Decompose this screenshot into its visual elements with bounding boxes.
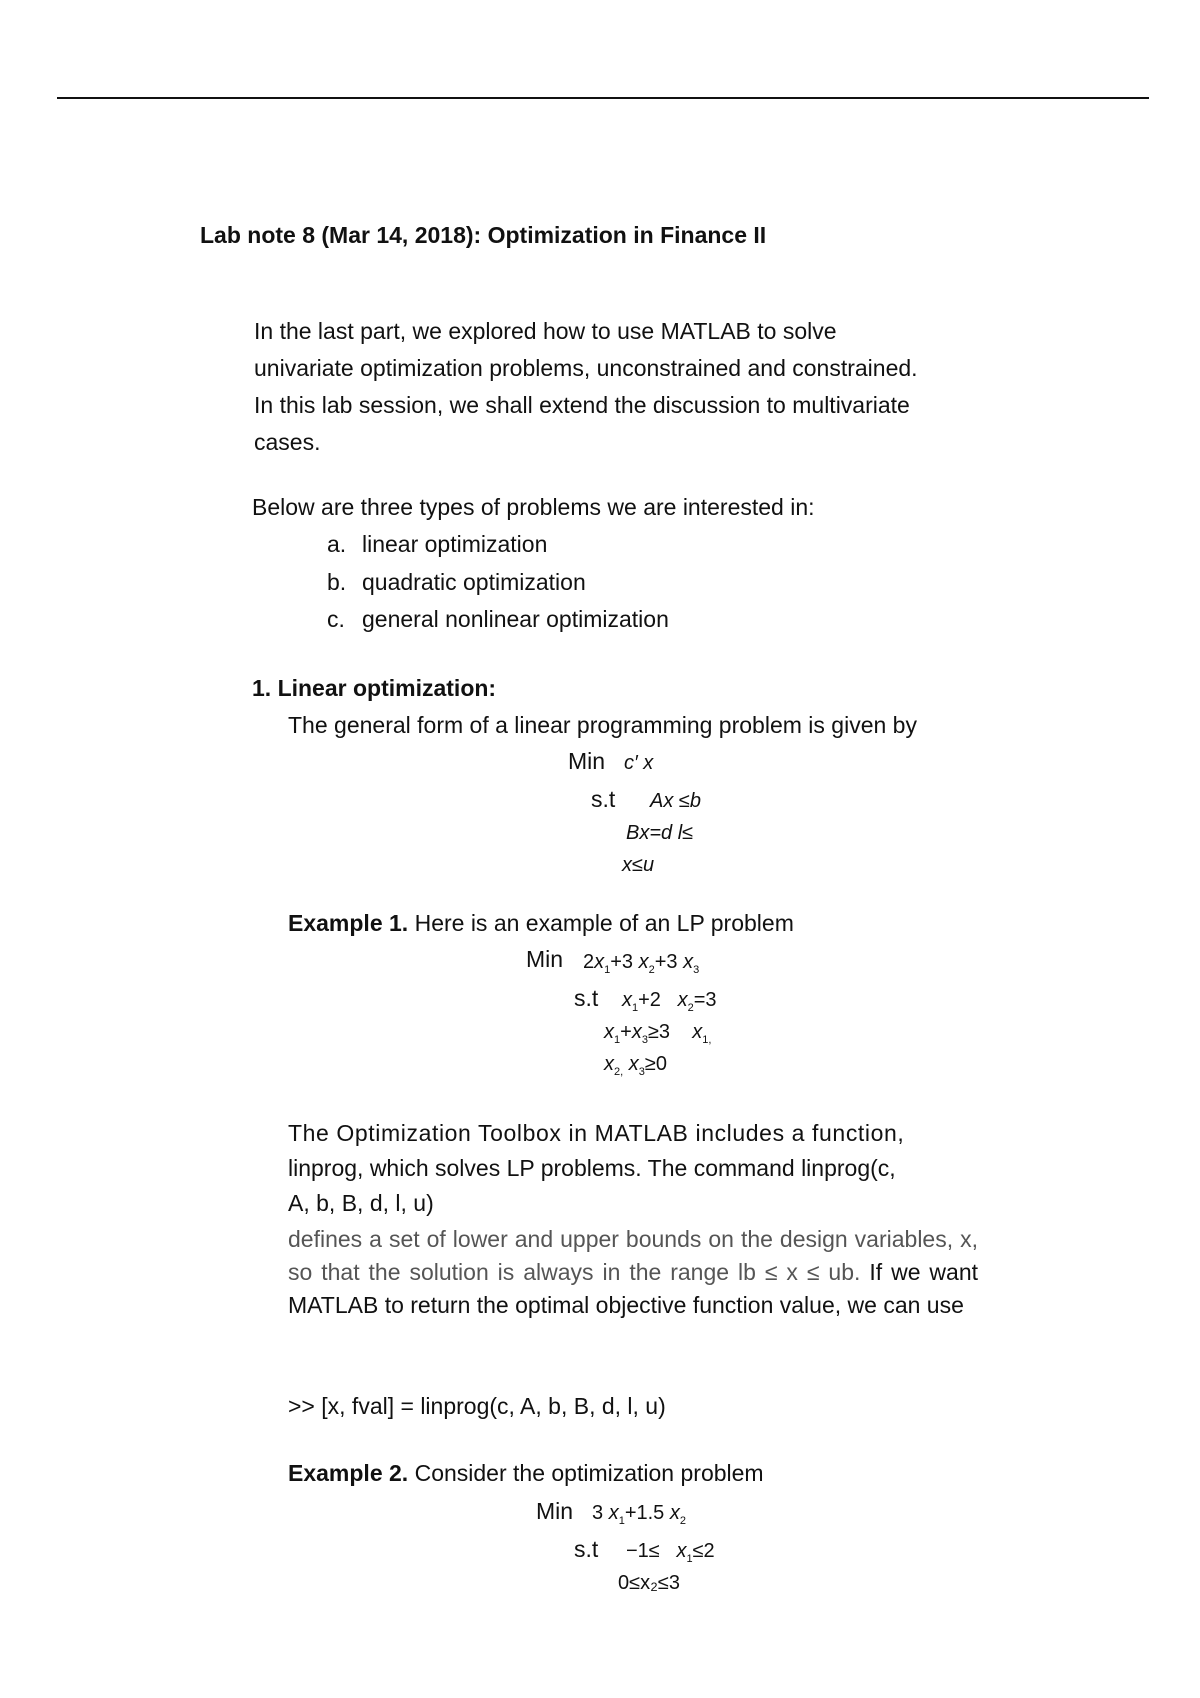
example1-text: Here is an example of an LP problem [408, 910, 794, 936]
ex2-min: Min [536, 1498, 574, 1524]
example1-label: Example 1. [288, 910, 409, 936]
general-form-text: The general form of a linear programming problem is given by [288, 712, 917, 738]
ex1-constraint-1: $x_1+2$ $x_2=3$ [622, 989, 717, 1014]
lp-st: s.t [591, 786, 616, 812]
ex1-objective: $2x_1+3$ $x_2+3$ $x_3$ [583, 951, 700, 976]
intro-line-1: In the last part, we explored how to use MATLAB to solve [254, 318, 837, 344]
return-text: If we want MATLAB to return the optimal objective function value, we can use [288, 1259, 979, 1318]
list-item-c: general nonlinear optimization [362, 606, 669, 632]
list-marker-c: c. [327, 606, 345, 632]
example1-line [288, 910, 794, 938]
page-title: Lab note 8 (Mar 14, 2018): Optimization in Finance II [200, 222, 767, 248]
list-item-a: linear optimization [362, 531, 548, 557]
ex1-min: Min [526, 946, 564, 972]
top-rule [57, 97, 1149, 99]
ex1-constraint-2: $x_1+x_3\ge 3$ $x_{1,}$ [604, 1021, 712, 1046]
lp-constraint-3: x≤u [622, 854, 655, 876]
section-heading: 1. Linear optimization: [252, 675, 497, 701]
intro-line-4: cases. [254, 429, 321, 455]
lp-constraint-2: Bx=d l≤ [626, 822, 694, 844]
bounds-paragraph [288, 1223, 978, 1322]
ex1-st: s.t [574, 985, 599, 1011]
intro-line-2: univariate optimization problems, unconstrained and constrained. [254, 355, 918, 381]
example2-line [288, 1460, 764, 1488]
ex2-objective: 3 $x_1+1.5$ $x_2$ [592, 1502, 686, 1527]
list-marker-a: a. [327, 531, 347, 557]
ex2-constraint-2: 0≤x₂≤3 [618, 1572, 680, 1594]
list-marker-b: b. [327, 569, 347, 595]
example2-text: Consider the optimization problem [408, 1460, 764, 1486]
lp-objective: c′ x [624, 752, 654, 774]
ex2-constraint-1: −1≤ $x_1\le 2$ [626, 1540, 715, 1565]
ex2-lower-bound: −1≤ [626, 1540, 660, 1562]
list-item-b: quadratic optimization [362, 569, 586, 595]
lp-constraint-1: Ax ≤b [650, 790, 701, 812]
bounds-text: defines a set of lower and upper bounds on the design variables, x, so that the solution is always in the range lb ≤ x ≤ ub. [288, 1226, 978, 1285]
lp-min: Min [568, 748, 606, 774]
intro-line-3: In this lab session, we shall extend the discussion to multivariate [254, 392, 910, 418]
toolbox-line-3: A, b, B, d, l, u) [288, 1190, 434, 1216]
toolbox-line-2: linprog, which solves LP problems. The command linprog(c, [288, 1155, 896, 1181]
ex1-constraint-3: $x_{2,}$ $x_3\ge 0$ [604, 1053, 667, 1078]
ex2-st: s.t [574, 1536, 599, 1562]
example2-label: Example 2. [288, 1460, 409, 1486]
types-intro: Below are three types of problems we are interested in: [252, 494, 815, 520]
linprog-command: >> [x, fval] = linprog(c, A, b, B, d, l, u) [288, 1393, 666, 1419]
toolbox-line-1: The Optimization Toolbox in MATLAB includes a function, [288, 1120, 905, 1146]
